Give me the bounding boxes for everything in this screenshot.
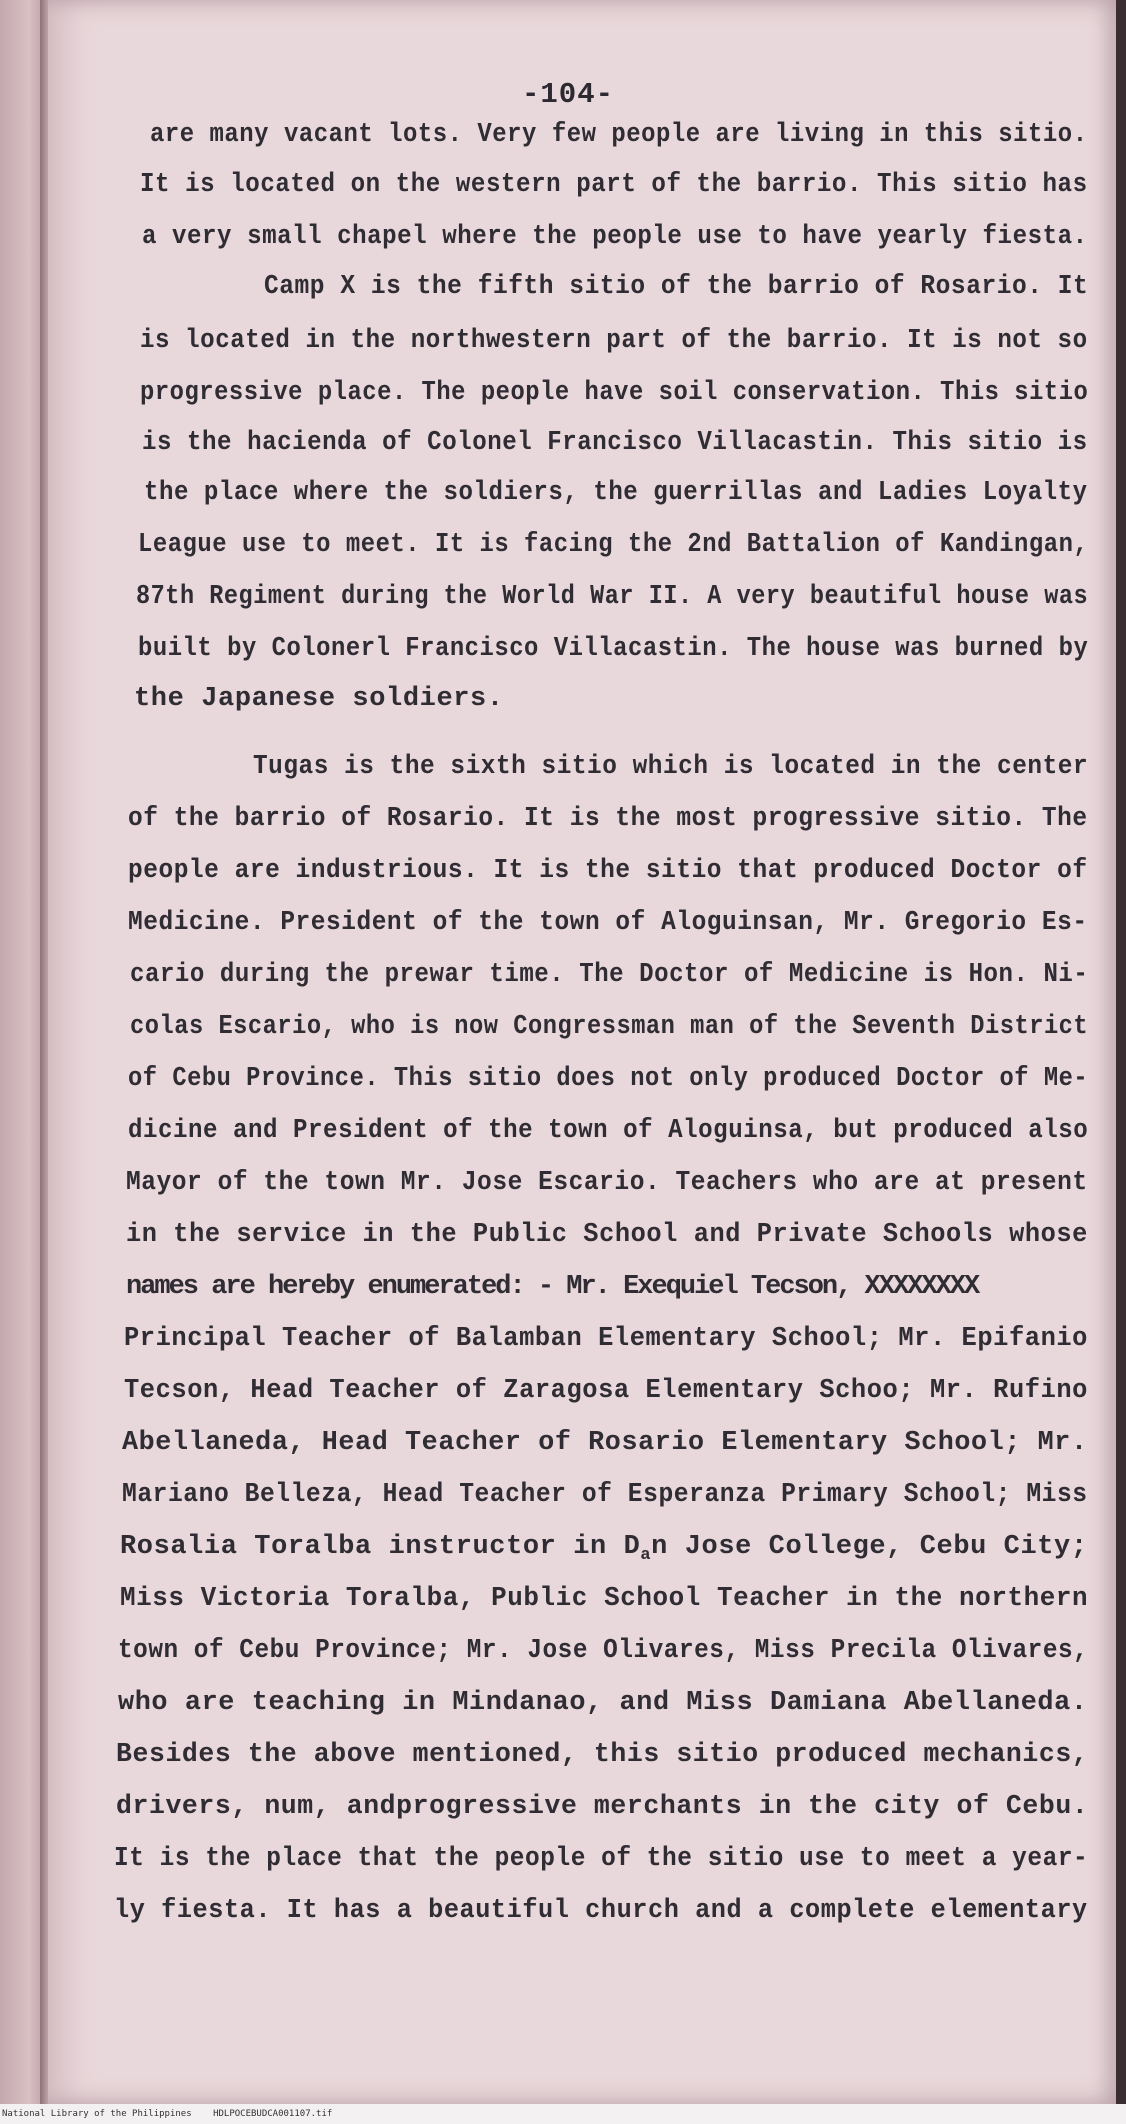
text-line: It is the place that the people of the sitio use to meet a year- (114, 1844, 1089, 1874)
text-line: It is located on the western part of the barrio. This sitio has (140, 170, 1088, 200)
text-line: ly fiesta. It has a beautiful church and a complete elementary (114, 1896, 1088, 1926)
text-line: built by Colonerl Francisco Villacastin. The house was burned by (138, 634, 1089, 664)
text-line: town of Cebu Province; Mr. Jose Olivares, Miss Precila Olivares, (118, 1636, 1089, 1666)
text-line: people are industrious. It is the sitio that produced Doctor of (128, 856, 1088, 886)
text-line: dicine and President of the town of Aloguinsa, but produced also (128, 1116, 1089, 1146)
text-line: the Japanese soldiers. (134, 684, 504, 714)
text-line: Abellaneda, Head Teacher of Rosario Elementary School; Mr. (122, 1428, 1088, 1458)
text-line: Mariano Belleza, Head Teacher of Esperanza Primary School; Miss (122, 1480, 1088, 1510)
page-number: -104- (521, 78, 614, 111)
text-line: who are teaching in Mindanao, and Miss Damiana Abellaneda. (118, 1688, 1088, 1718)
text-line: Principal Teacher of Balamban Elementary School; Mr. Epifanio (124, 1324, 1088, 1354)
text-line: the place where the soldiers, the guerrillas and Ladies Loyalty (144, 478, 1088, 508)
text-line: progressive place. The people have soil conservation. This sitio (140, 378, 1089, 408)
text-line: Mayor of the town Mr. Jose Escario. Teachers who are at present (126, 1168, 1088, 1198)
text-line: in the service in the Public School and Private Schools whose (126, 1220, 1088, 1250)
text-line: is the hacienda of Colonel Francisco Villacastin. This sitio is (142, 428, 1088, 458)
text-line (120, 1532, 1088, 1565)
text-line: Miss Victoria Toralba, Public School Teacher in the northern (120, 1584, 1089, 1614)
text-line: names are hereby enumerated: - Mr. Exequiel Tecson, XXXXXXXX (126, 1272, 979, 1302)
text-line: are many vacant lots. Very few people are living in this sitio. (150, 120, 1088, 150)
text-line: of the barrio of Rosario. It is the most progressive sitio. The (128, 804, 1088, 834)
text-line: colas Escario, who is now Congressman man of the Seventh District (130, 1012, 1089, 1042)
text-line: drivers, num, andprogressive merchants in the city of Cebu. (116, 1792, 1089, 1822)
text-line: Camp X is the fifth sitio of the barrio of Rosario. It (264, 272, 1089, 302)
text-line: League use to meet. It is facing the 2nd Battalion of Kandingan, (138, 530, 1089, 560)
text-segment: Rosalia Toralba instructor in D (120, 1532, 641, 1562)
subscript-correction: a (640, 1546, 652, 1565)
library-credit: National Library of the Philippines (2, 2109, 192, 2119)
text-line: a very small chapel where the people use to have yearly fiesta. (142, 222, 1088, 252)
page-text (48, 0, 1116, 2104)
document-page (48, 0, 1116, 2104)
text-line: Tecson, Head Teacher of Zaragosa Elementary Schoo; Mr. Rufino (124, 1376, 1088, 1406)
text-line: of Cebu Province. This sitio does not only produced Doctor of Me- (128, 1064, 1089, 1094)
scan-footer (0, 2104, 1126, 2124)
file-name: HDLPOCEBUDCA001107.tif (213, 2109, 333, 2119)
text-segment: n Jose College, Cebu City; (651, 1532, 1088, 1562)
text-line: Medicine. President of the town of Aloguinsan, Mr. Gregorio Es- (128, 908, 1088, 938)
text-line: cario during the prewar time. The Doctor of Medicine is Hon. Ni- (130, 960, 1089, 990)
text-line: 87th Regiment during the World War II. A very beautiful house was (136, 582, 1089, 612)
text-line: Besides the above mentioned, this sitio produced mechanics, (116, 1740, 1089, 1770)
text-line: is located in the northwestern part of the barrio. It is not so (140, 326, 1088, 356)
text-line: Tugas is the sixth sitio which is located in the center (253, 752, 1089, 782)
